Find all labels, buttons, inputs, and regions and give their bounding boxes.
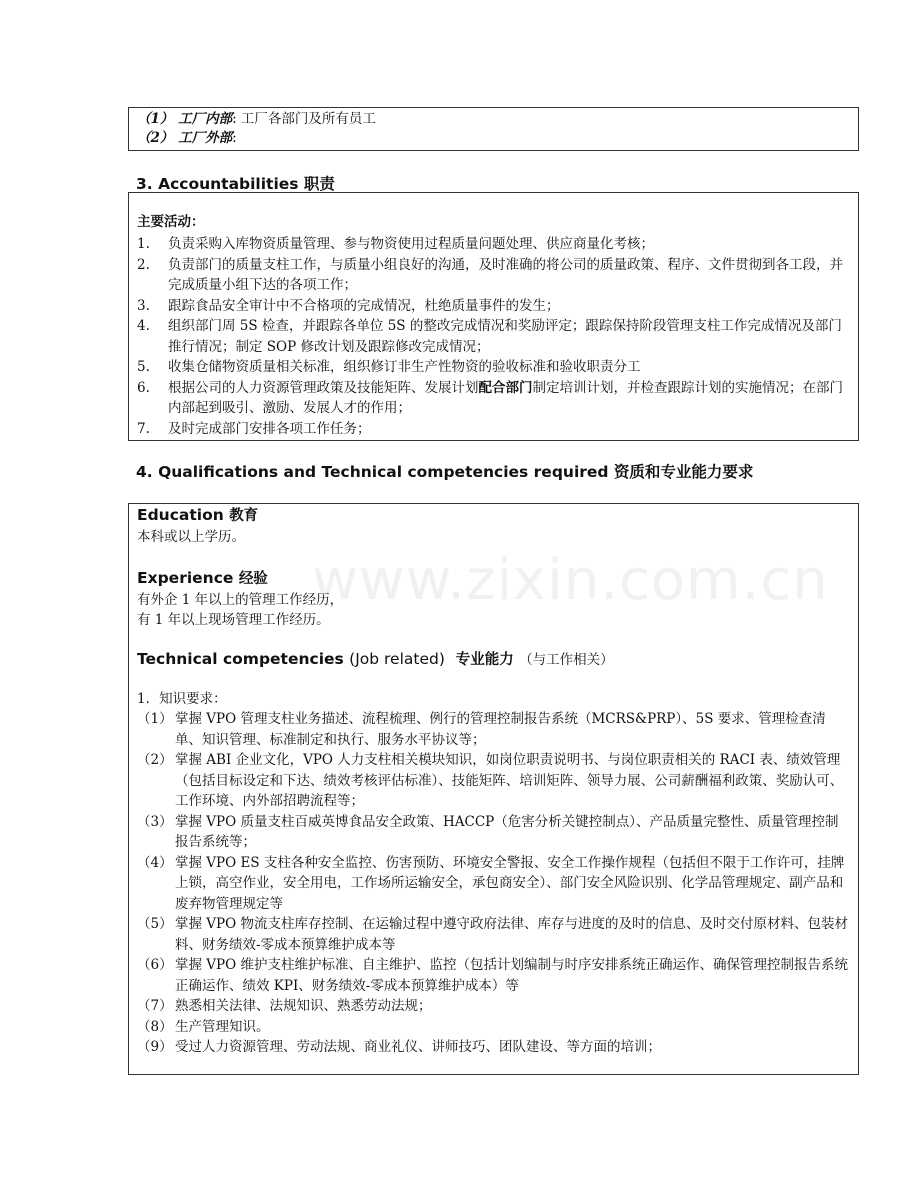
scope-item-internal <box>137 110 850 129</box>
item-number: 5. <box>137 359 150 375</box>
list-item <box>137 955 850 996</box>
experience-title-en: Experience <box>137 569 234 587</box>
item-text: 熟悉相关法律、法规知识、熟悉劳动法规； <box>175 998 432 1014</box>
item-text: 收集仓储物资质量相关标准，组织修订非生产性物资的验收标准和验收职责分工 <box>168 359 641 375</box>
list-item <box>137 750 850 812</box>
item-text-post: 制定培训计划，并检查跟踪计划的实施情况；在部门内部起到吸引、激励、发展人才的作用； <box>168 379 843 416</box>
item-number: （3） <box>137 813 173 830</box>
item-number: 2. <box>137 256 150 273</box>
knowledge-title: 1．知识要求： <box>137 691 227 707</box>
tech-title-en: Technical competencies <box>137 650 344 668</box>
item-text: 跟踪食品安全审计中不合格项的完成情况，杜绝质量事件的发生； <box>168 297 560 314</box>
activities-list <box>137 234 852 439</box>
item-text: 组织部门周 5S 检查，并跟踪各单位 5S 的整改完成情况和奖励评定；跟踪保持阶段管理支柱工作完成情况及部门推行情况；制定 SOP 修改计划及跟踪修改完成情况； <box>168 318 842 355</box>
list-item <box>137 709 850 750</box>
qualifications-box <box>128 503 859 1075</box>
item-text: 掌握 VPO 物流支柱库存控制、在运输过程中遵守政府法律、库存与进度的及时的信息、及时交付原材料、包装材料、财务绩效-零成本预算维护成本等 <box>175 916 848 953</box>
tech-competencies-title <box>137 648 850 671</box>
list-item <box>137 234 852 255</box>
item-text: 掌握 VPO ES 支柱各种安全监控、伤害预防、环境安全警报、安全工作操作规程（包括但不限于工作许可，挂牌上锁，高空作业，安全用电，工作场所运输安全，承包商安全）、部门安全风险识别、化学品管理规定、副产品和废弃物管理规定等 <box>175 854 845 912</box>
scope-box <box>128 107 859 151</box>
list-item <box>137 914 850 955</box>
item-number: （4） <box>137 854 173 871</box>
scope-item-external <box>137 129 850 148</box>
item-number: （6） <box>137 957 173 973</box>
education-title-en: Education <box>137 506 224 524</box>
item-number: （5） <box>137 916 173 932</box>
item-text: 掌握 VPO 质量支柱百威英博食品安全政策、HACCP（危害分析关键控制点）、产品质量完整性、质量管理控制报告系统等； <box>175 813 839 850</box>
item-number: （9） <box>137 1039 173 1055</box>
main-activities-title: 主要活动： <box>137 214 205 230</box>
tech-title-paren: (Job related) <box>349 650 445 668</box>
scope-text-external: : <box>232 130 237 146</box>
item-number: （8） <box>137 1018 173 1035</box>
list-item <box>137 357 852 378</box>
accountabilities-heading: 3. Accountabilities 职责 <box>136 175 335 193</box>
item-text: 掌握 VPO 维护支柱维护标准、自主维护、监控（包括计划编制与时序安排系统正确运作、确保管理控制报告系统正确运作、绩效 KPI、财务绩效-零成本预算维护成本）等 <box>175 957 848 994</box>
item-text: 掌握 VPO 管理支柱业务描述、流程梳理、例行的管理控制报告系统（MCRS&PRP）、5S 要求、管理检查清单、知识管理、标准制定和执行、服务水平协议等； <box>175 711 826 748</box>
scope-text-internal: : 工厂各部门及所有员工 <box>232 111 376 127</box>
list-item <box>137 378 852 419</box>
accountabilities-box <box>128 192 859 441</box>
qualifications-heading: 4. Qualifications and Technical competencies required 资质和专业能力要求 <box>136 463 754 481</box>
item-text: 受过人力资源管理、劳动法规、商业礼仪、讲师技巧、团队建设、等方面的培训； <box>175 1039 661 1055</box>
experience-title-cn: 经验 <box>238 571 268 587</box>
item-text-bold: 配合部门 <box>478 379 533 396</box>
item-text: 负责采购入库物资质量管理、参与物资使用过程质量问题处理、供应商量化考核； <box>168 236 654 252</box>
list-item <box>137 419 852 440</box>
tech-title-cn2: （与工作相关） <box>519 652 614 668</box>
list-item <box>137 1017 850 1038</box>
tech-title-cn: 专业能力 <box>455 652 514 668</box>
item-text: 掌握 ABI 企业文化，VPO 人力支柱相关模块知识，如岗位职责说明书、与岗位职责相关的 RACI 表、绩效管理（包括目标设定和下达、绩效考核评估标准）、技能矩阵、培训矩阵、领导力展、公司薪酬福利政策、奖励认可、工作环境、内外部招聘流程等； <box>175 752 844 809</box>
item-text: 生产管理知识。 <box>175 1018 270 1035</box>
list-item <box>137 853 850 915</box>
list-item <box>137 316 852 357</box>
item-number: 3. <box>137 297 150 314</box>
item-number: 6. <box>137 379 150 396</box>
scope-label-internal: （1） 工厂内部 <box>137 111 233 127</box>
list-item <box>137 296 852 317</box>
experience-title <box>137 567 850 590</box>
experience-line: 有 1 年以上现场管理工作经历。 <box>137 612 330 628</box>
watermark: www.zixin.com.cn <box>312 548 829 613</box>
item-number: （1） <box>137 711 173 727</box>
list-item <box>137 1037 850 1058</box>
experience-line: 有外企 1 年以上的管理工作经历， <box>137 592 344 608</box>
item-text: 负责部门的质量支柱工作，与质量小组良好的沟通，及时准确的将公司的质量政策、程序、文件贯彻到各工段，并完成质量小组下达的各项工作； <box>168 256 843 293</box>
education-title <box>137 504 850 527</box>
item-number: 1. <box>137 236 150 252</box>
list-item <box>137 812 850 853</box>
education-title-cn: 教育 <box>229 508 259 524</box>
knowledge-list <box>137 709 850 1058</box>
scope-label-external: （2） 工厂外部 <box>137 130 233 146</box>
item-text-pre: 根据公司的人力资源管理政策及技能矩阵、发展计划 <box>168 379 479 396</box>
item-number: 4. <box>137 318 150 334</box>
education-text: 本科或以上学历。 <box>137 529 245 545</box>
item-number: 7. <box>137 420 150 437</box>
item-number: （7） <box>137 998 173 1014</box>
item-text: 及时完成部门安排各项工作任务； <box>168 420 371 437</box>
item-number: （2） <box>137 752 173 768</box>
list-item <box>137 996 850 1017</box>
list-item <box>137 255 852 296</box>
